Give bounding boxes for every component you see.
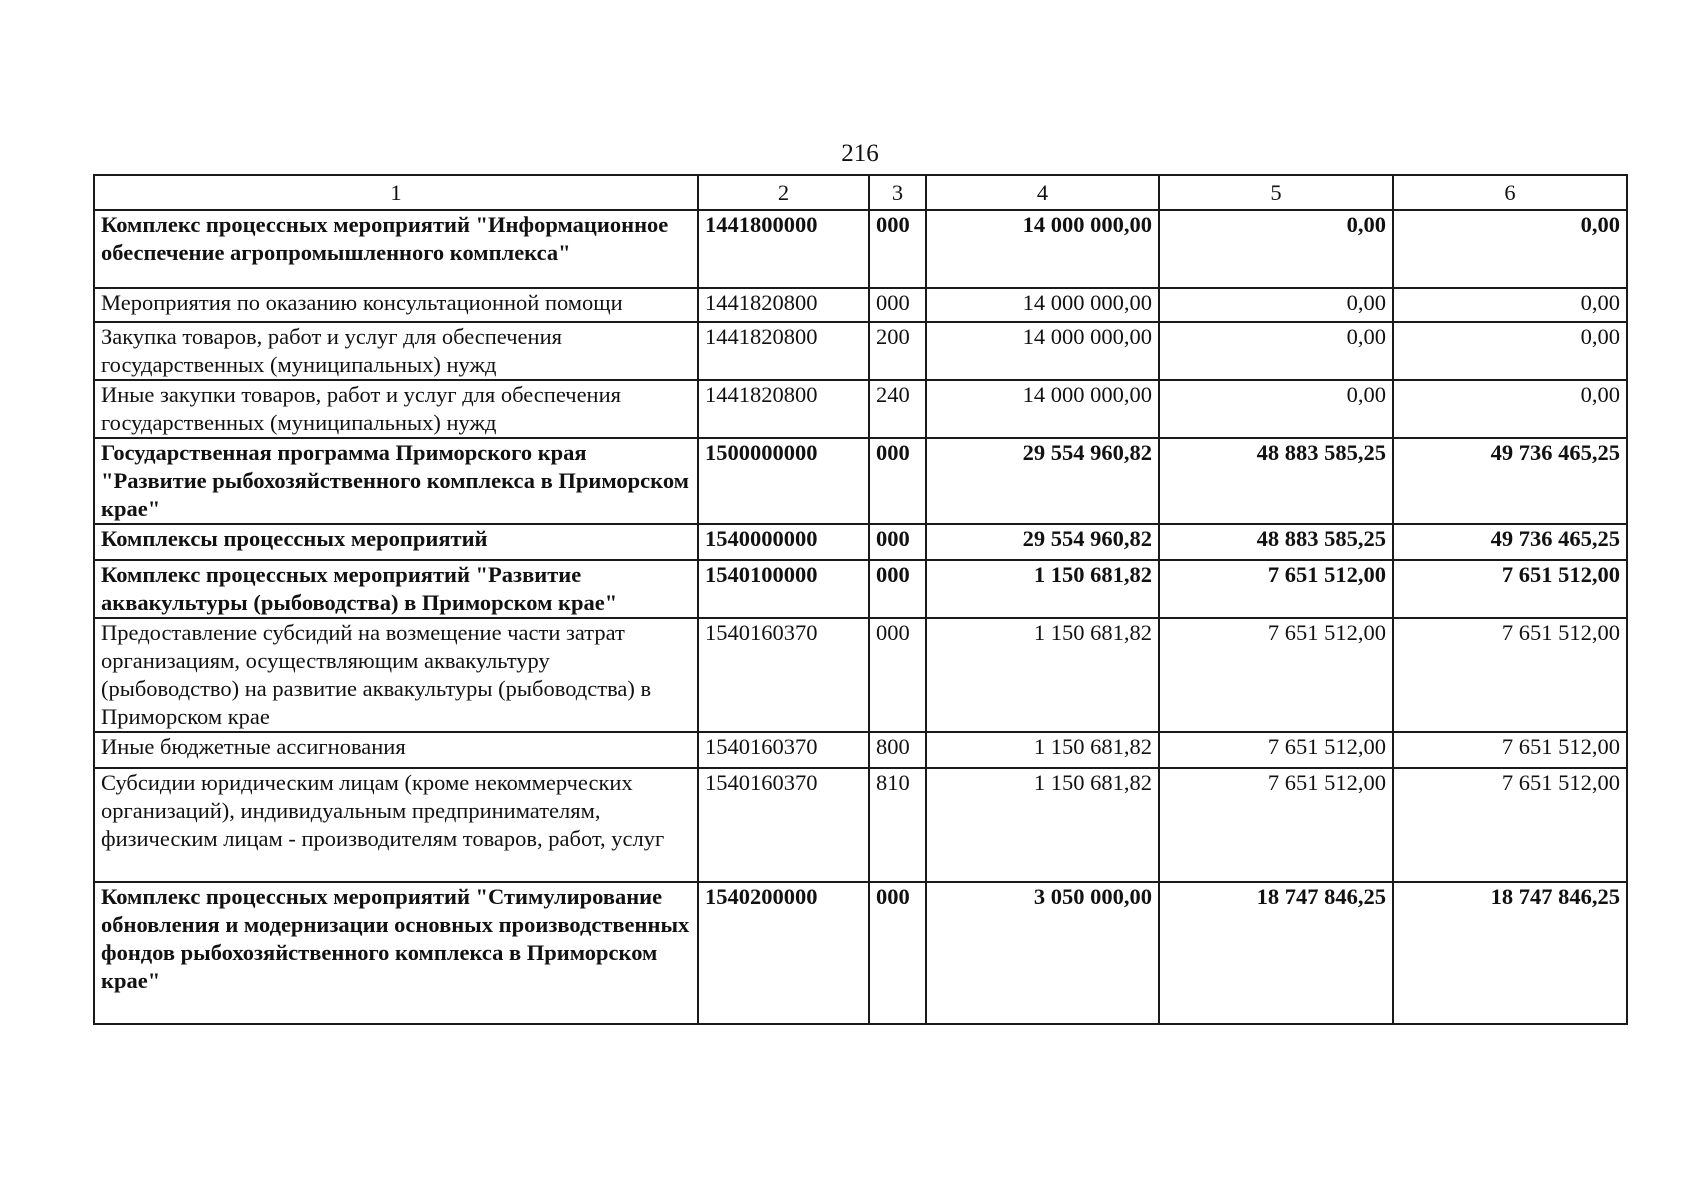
table-row [94,524,1627,560]
table-row [94,288,1627,322]
row-name: Комплексы процессных мероприятий [94,524,698,560]
row-name: Комплекс процессных мероприятий "Информационное обеспечение агропромышленного комплекса" [94,210,698,288]
row-name: Предоставление субсидий на возмещение части затрат организациям, осуществляющим аквакультуру (рыбоводство) на развитие аквакультуры (рыбоводства) в Приморском крае [94,618,698,732]
row-name: Иные бюджетные ассигнования [94,732,698,768]
column-header: 3 [869,175,926,210]
row-value-col5: 18 747 846,25 [1159,882,1393,1024]
table-row [94,732,1627,768]
row-expense-kind: 000 [869,524,926,560]
page-number: 216 [841,140,879,167]
row-expense-kind: 000 [869,438,926,524]
row-target-code: 1441820800 [698,380,869,438]
row-value-col4: 14 000 000,00 [926,288,1159,322]
row-value-col4: 14 000 000,00 [926,322,1159,380]
column-header: 5 [1159,175,1393,210]
row-target-code: 1540160370 [698,768,869,882]
row-target-code: 1540160370 [698,618,869,732]
row-expense-kind: 000 [869,288,926,322]
row-name: Мероприятия по оказанию консультационной помощи [94,288,698,322]
row-target-code: 1500000000 [698,438,869,524]
table-row [94,322,1627,380]
row-value-col4: 1 150 681,82 [926,560,1159,618]
row-value-col6: 49 736 465,25 [1393,438,1627,524]
row-name: Государственная программа Приморского края "Развитие рыбохозяйственного комплекса в Приморском крае" [94,438,698,524]
row-value-col4: 29 554 960,82 [926,438,1159,524]
table-row [94,438,1627,524]
row-value-col4: 14 000 000,00 [926,210,1159,288]
table-row [94,618,1627,732]
row-value-col5: 7 651 512,00 [1159,560,1393,618]
row-value-col6: 7 651 512,00 [1393,560,1627,618]
row-value-col5: 0,00 [1159,322,1393,380]
row-target-code: 1441820800 [698,322,869,380]
row-value-col4: 3 050 000,00 [926,882,1159,1024]
row-value-col6: 18 747 846,25 [1393,882,1627,1024]
column-header: 2 [698,175,869,210]
column-header: 4 [926,175,1159,210]
table-row [94,380,1627,438]
row-expense-kind: 000 [869,210,926,288]
table-row [94,210,1627,288]
row-value-col6: 0,00 [1393,210,1627,288]
row-name: Субсидии юридическим лицам (кроме некоммерческих организаций), индивидуальным предпринимателям, физическим лицам - производителям товаров, работ, услуг [94,768,698,882]
row-value-col4: 1 150 681,82 [926,618,1159,732]
row-expense-kind: 200 [869,322,926,380]
row-value-col6: 7 651 512,00 [1393,768,1627,882]
row-expense-kind: 240 [869,380,926,438]
row-value-col5: 0,00 [1159,288,1393,322]
table-row [94,768,1627,882]
row-expense-kind: 800 [869,732,926,768]
row-target-code: 1441800000 [698,210,869,288]
row-target-code: 1441820800 [698,288,869,322]
row-value-col6: 0,00 [1393,380,1627,438]
row-value-col4: 1 150 681,82 [926,732,1159,768]
row-name: Закупка товаров, работ и услуг для обеспечения государственных (муниципальных) нужд [94,322,698,380]
column-header: 6 [1393,175,1627,210]
row-value-col6: 7 651 512,00 [1393,732,1627,768]
table-row [94,882,1627,1024]
row-value-col5: 0,00 [1159,380,1393,438]
column-number-header-row [94,175,1627,210]
row-value-col6: 0,00 [1393,322,1627,380]
row-value-col6: 0,00 [1393,288,1627,322]
row-target-code: 1540160370 [698,732,869,768]
row-value-col5: 48 883 585,25 [1159,524,1393,560]
row-value-col5: 7 651 512,00 [1159,768,1393,882]
row-value-col5: 7 651 512,00 [1159,618,1393,732]
row-name: Комплекс процессных мероприятий "Стимулирование обновления и модернизации основных производственных фондов рыбохозяйственного комплекса в Приморском крае" [94,882,698,1024]
row-value-col5: 7 651 512,00 [1159,732,1393,768]
row-value-col6: 7 651 512,00 [1393,618,1627,732]
row-value-col4: 1 150 681,82 [926,768,1159,882]
row-value-col6: 49 736 465,25 [1393,524,1627,560]
row-value-col4: 14 000 000,00 [926,380,1159,438]
row-target-code: 1540200000 [698,882,869,1024]
row-target-code: 1540000000 [698,524,869,560]
row-expense-kind: 000 [869,882,926,1024]
row-expense-kind: 810 [869,768,926,882]
row-value-col5: 0,00 [1159,210,1393,288]
row-name: Комплекс процессных мероприятий "Развитие аквакультуры (рыбоводства) в Приморском крае" [94,560,698,618]
budget-table [93,174,1628,1025]
row-value-col5: 48 883 585,25 [1159,438,1393,524]
row-expense-kind: 000 [869,618,926,732]
column-header: 1 [94,175,698,210]
table-row [94,560,1627,618]
row-expense-kind: 000 [869,560,926,618]
row-target-code: 1540100000 [698,560,869,618]
row-name: Иные закупки товаров, работ и услуг для обеспечения государственных (муниципальных) нужд [94,380,698,438]
row-value-col4: 29 554 960,82 [926,524,1159,560]
